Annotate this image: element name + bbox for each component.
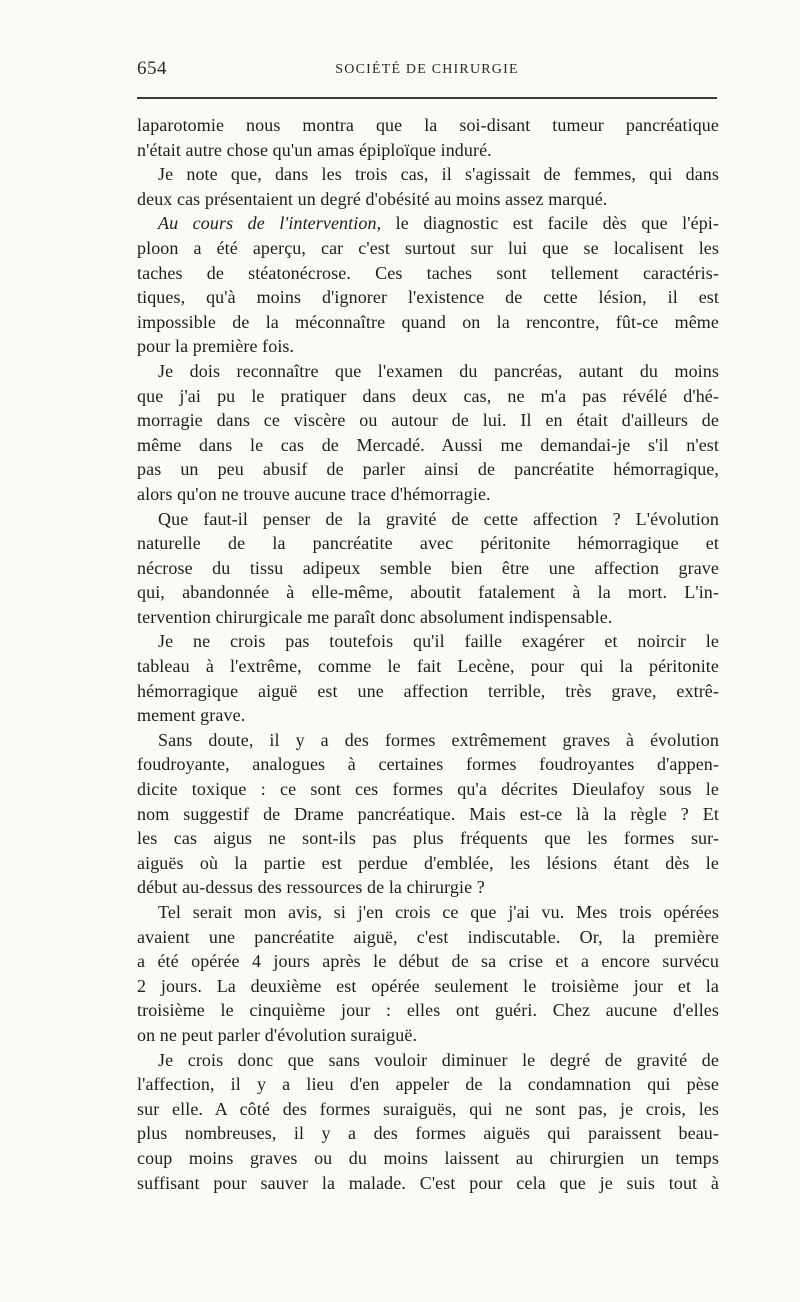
text-line [137, 1171, 719, 1196]
italic-phrase: Au cours de l'intervention [158, 213, 377, 234]
text-line [137, 752, 719, 777]
text-line [137, 777, 719, 802]
text-line [137, 359, 719, 384]
text-line [137, 138, 719, 163]
line-text: pour la première fois. [137, 336, 295, 357]
line-text: tiques, qu'à moins d'ignorer l'existence de cette lésion, il est [137, 287, 719, 308]
text-line [137, 900, 719, 925]
text-line [137, 605, 719, 630]
line-text: n'était autre chose qu'un amas épiploïque induré. [137, 139, 492, 160]
line-text: Que faut-il penser de la gravité de cette affection ? L'évolution [158, 508, 719, 529]
line-text: hémorragique aiguë est une affection terrible, très grave, extrê- [137, 680, 719, 701]
text-line [137, 974, 719, 999]
line-text: Je dois reconnaître que l'examen du pancréas, autant du moins [158, 360, 719, 381]
line-text: a été opérée 4 jours après le début de sa crise et a encore survécu [137, 951, 719, 972]
text-line [137, 1097, 719, 1122]
text-line [137, 187, 719, 212]
line-text: sur elle. A côté des formes suraiguës, qui ne sont pas, je crois, les [137, 1098, 719, 1119]
line-text: morragie dans ce viscère ou autour de lui. Il en était d'ailleurs de [137, 410, 719, 431]
text-line [137, 457, 719, 482]
line-text: 2 jours. La deuxième est opérée seulement le troisième jour et la [137, 975, 719, 996]
text-line [137, 826, 719, 851]
line-text: l'affection, il y a lieu d'en appeler de la condamnation qui pèse [137, 1074, 719, 1095]
line-text: deux cas présentaient un degré d'obésité au moins assez marqué. [137, 188, 608, 209]
running-title: SOCIÉTÉ DE CHIRURGIE [335, 62, 519, 77]
line-text: début au-dessus des ressources de la chirurgie ? [137, 877, 485, 898]
line-text: tableau à l'extrême, comme le fait Lecène, pour qui la péritonite [137, 656, 719, 677]
text-line [137, 998, 719, 1023]
line-text: pas un peu abusif de parler ainsi de pancréatite hémorragique, [137, 459, 719, 480]
line-text: aiguës où la partie est perdue d'emblée, les lésions étant dès le [137, 852, 719, 873]
text-line [137, 556, 719, 581]
text-line [137, 703, 719, 728]
line-text: les cas aigus ne sont-ils pas plus fréquents que les formes sur- [137, 828, 719, 849]
text-line [137, 679, 719, 704]
text-line [137, 629, 719, 654]
text-line [137, 1048, 719, 1073]
line-text: coup moins graves ou du moins laissent au chirurgien un temps [137, 1147, 719, 1168]
text-line [137, 1023, 719, 1048]
text-line [137, 261, 719, 286]
line-text: plus nombreuses, il y a des formes aiguës qui paraissent beau- [137, 1123, 719, 1144]
line-text: Je note que, dans les trois cas, il s'agissait de femmes, qui dans [158, 164, 719, 185]
line-text: avaient une pancréatite aiguë, c'est indiscutable. Or, la première [137, 926, 719, 947]
text-line [137, 875, 719, 900]
text-line [137, 1146, 719, 1171]
text-line [137, 236, 719, 261]
text-line [137, 162, 719, 187]
text-line [137, 531, 719, 556]
line-text: impossible de la méconnaître quand on la rencontre, fût-ce même [137, 311, 719, 332]
text-line [137, 654, 719, 679]
line-text: alors qu'on ne trouve aucune trace d'hémorragie. [137, 483, 491, 504]
text-line [137, 113, 719, 138]
text-line [137, 925, 719, 950]
line-text: , le diagnostic est facile dès que l'épi- [376, 213, 719, 234]
line-text: qui, abandonnée à elle-même, aboutit fatalement à la mort. L'in- [137, 582, 719, 603]
line-text: taches de stéatonécrose. Ces taches sont tellement caractéris- [137, 262, 719, 283]
line-text: Tel serait mon avis, si j'en crois ce que j'ai vu. Mes trois opérées [158, 902, 719, 922]
text-line [137, 949, 719, 974]
header-rule [137, 97, 717, 99]
line-text: troisième le cinquième jour : elles ont guéri. Chez aucune d'elles [137, 1000, 719, 1021]
line-text: suffisant pour sauver la malade. C'est pour cela que je suis tout à [137, 1172, 719, 1193]
page-header [137, 58, 717, 82]
line-text: foudroyante, analogues à certaines formes foudroyantes d'appen- [137, 754, 719, 775]
line-text: nom suggestif de Drame pancréatique. Mais est-ce là la règle ? Et [137, 803, 719, 824]
text-line [137, 1072, 719, 1097]
text-line [137, 408, 719, 433]
text-line [137, 384, 719, 409]
text-line [137, 802, 719, 827]
text-line [137, 507, 719, 532]
line-text: ploon a été aperçu, car c'est surtout sur lui que se localisent les [137, 237, 719, 258]
text-line [137, 433, 719, 458]
text-line [137, 334, 719, 359]
text-line [137, 851, 719, 876]
line-text: on ne peut parler d'évolution suraiguë. [137, 1024, 418, 1045]
text-line [137, 482, 719, 507]
line-text: dicite toxique : ce sont ces formes qu'a décrites Dieulafoy sous le [137, 779, 719, 800]
text-line [137, 580, 719, 605]
line-text: naturelle de la pancréatite avec péritonite hémorragique et [137, 533, 719, 554]
line-text: Je ne crois pas toutefois qu'il faille exagérer et noircir le [158, 631, 719, 652]
line-text: tervention chirurgicale me paraît donc absolument indispensable. [137, 606, 613, 627]
line-text: que j'ai pu le pratiquer dans deux cas, ne m'a pas révélé d'hé- [137, 385, 719, 406]
text-line [137, 310, 719, 335]
text-line [137, 1121, 719, 1146]
line-text: même dans le cas de Mercadé. Aussi me demandai-je s'il n'est [137, 434, 719, 455]
text-line [137, 728, 719, 753]
text-line [137, 285, 719, 310]
line-text: Sans doute, il y a des formes extrêmement graves à évolution [158, 729, 719, 750]
line-text: mement grave. [137, 705, 246, 726]
body-text [137, 113, 719, 1195]
line-text: laparotomie nous montra que la soi-disant tumeur pancréatique [137, 115, 719, 135]
line-text: nécrose du tissu adipeux semble bien être une affection grave [137, 557, 719, 578]
line-text: Je crois donc que sans vouloir diminuer le degré de gravité de [158, 1049, 719, 1070]
page-number: 654 [137, 58, 167, 79]
text-line [137, 211, 719, 236]
